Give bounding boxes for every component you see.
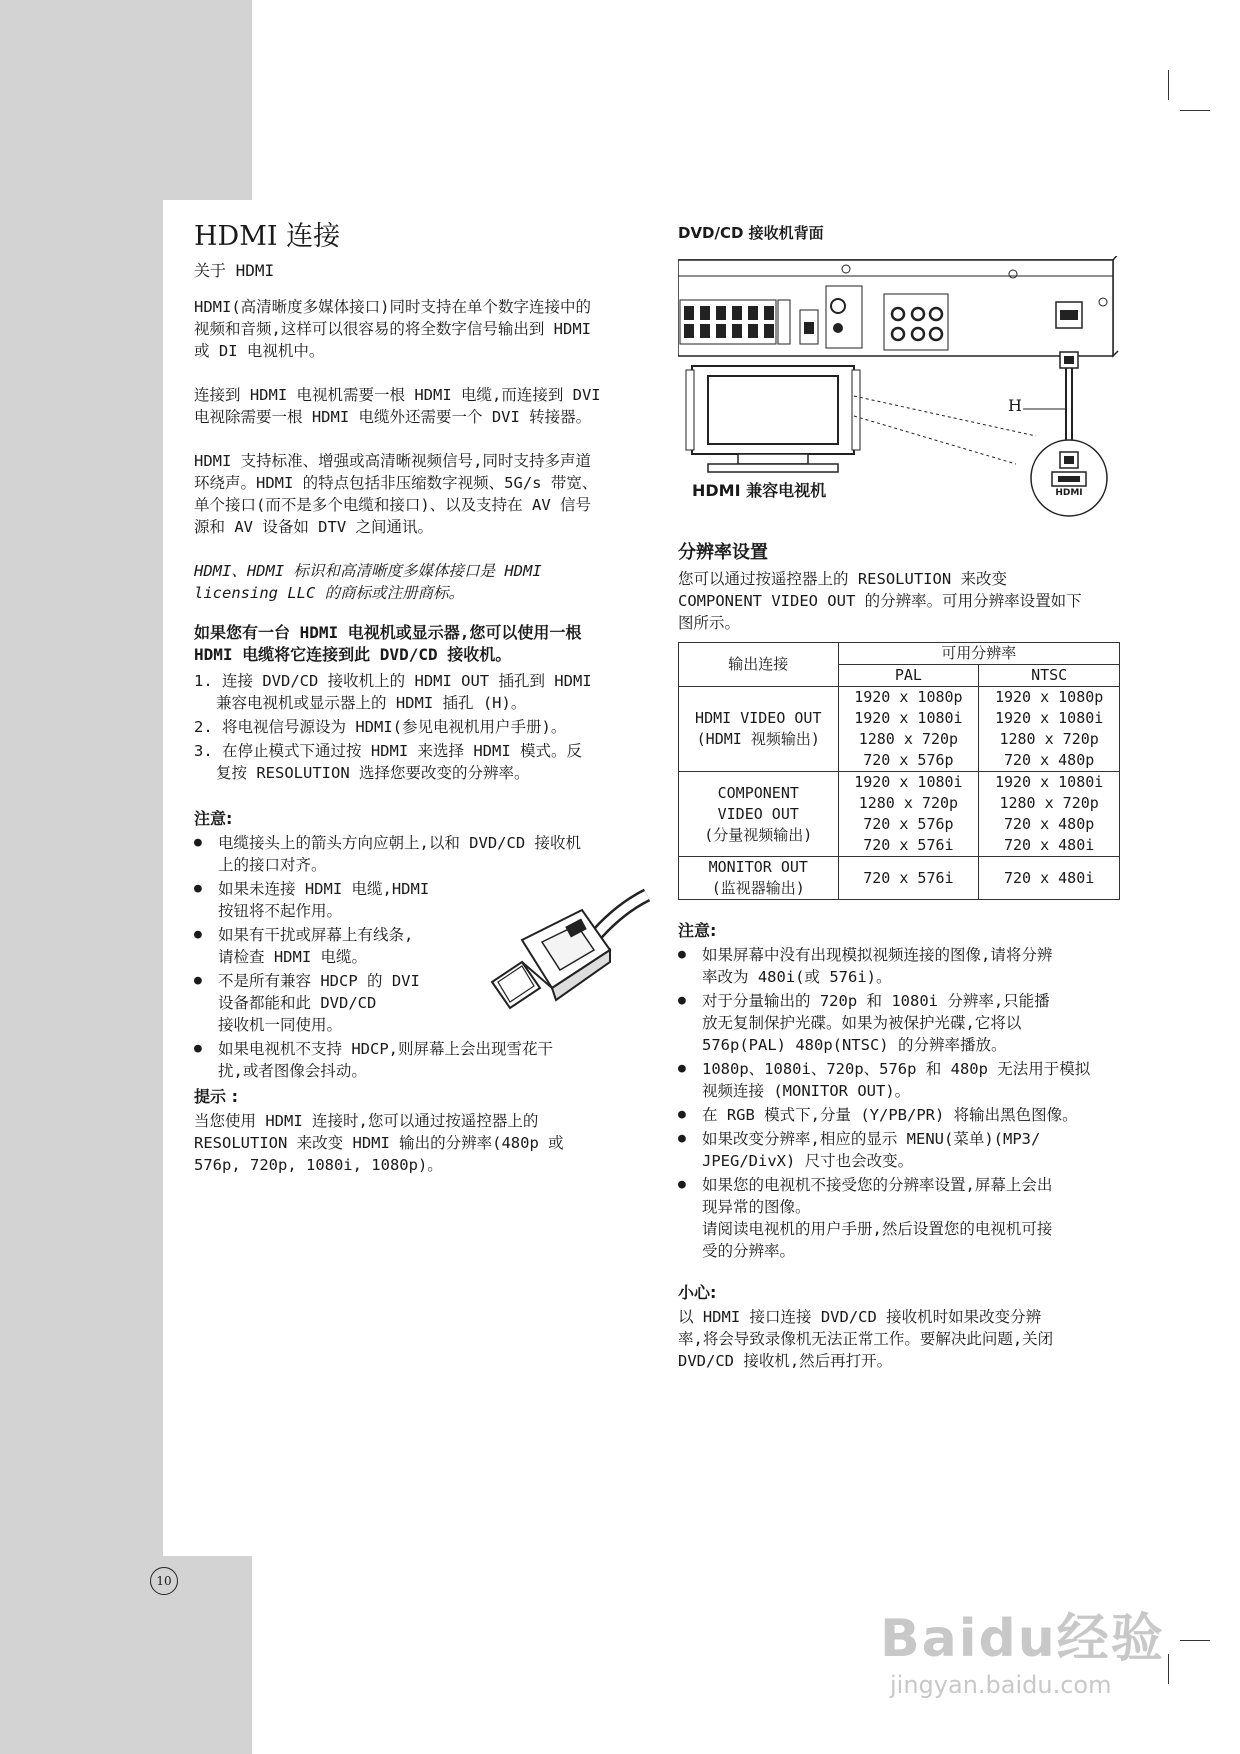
list-item: 3. 在停止模式下通过按 HDMI 来选择 HDMI 模式。反 复按 RESOLUTION 选择您要改变的分辨率。 [194,742,582,782]
watermark [880,1596,1165,1699]
section-subtitle: 关于 HDMI [194,261,275,280]
page-number: 10 [150,1567,178,1595]
caution-title: 小心: [678,1283,717,1302]
table-cell: 1920 x 1080i 1280 x 720p 720 x 576p 720 x 576i [838,772,979,857]
table-header: NTSC [979,665,1120,687]
list-item: ● 如果屏幕中没有出现模拟视频连接的图像,请将分辨 率改为 480i(或 576i)。 [678,944,1130,988]
table-cell: 720 x 480i [979,857,1120,900]
list-item: ● 如果未连接 HDMI 电缆,HDMI 按钮将不起作用。 [194,878,654,922]
paragraph: 连接到 HDMI 电视机需要一根 HDMI 电缆,而连接到 DVI 电视除需要一根 HDMI 电缆外还需要一个 DVI 转接器。 [194,386,601,426]
page-margin-gray-bottom [0,1556,252,1754]
table-header: 输出连接 [679,643,839,687]
crop-mark [1180,110,1210,111]
resolution-intro: 您可以通过按遥控器上的 RESOLUTION 来改变 COMPONENT VIDEO OUT 的分辨率。可用分辨率设置如下 图所示。 [678,570,1082,632]
list-item: ● 如果改变分辨率,相应的显示 MENU(菜单)(MP3/ JPEG/DivX) 尺寸也会改变。 [678,1128,1130,1172]
notes-title: 注意: [194,809,233,828]
page-title: HDMI 连接 [194,221,341,252]
table-row [679,687,1120,772]
diagram-title: DVD/CD 接收机背面 [678,224,824,242]
table-cell: HDMI VIDEO OUT (HDMI 视频输出) [679,687,839,772]
connection-diagram [678,256,1130,536]
hdmi-port-label: HDMI [1055,488,1083,498]
page-margin-gray-left [0,0,163,1754]
resolution-section [678,542,1130,1394]
table-cell: MONITOR OUT (监视器输出) [679,857,839,900]
crop-mark [1180,1640,1210,1641]
tv-label: HDMI 兼容电视机 [692,481,827,500]
right-column [678,222,1130,244]
list-item: 2. 将电视信号源设为 HDMI(参见电视机用户手册)。 [194,718,567,736]
list-item: ● 如果电视机不支持 HDCP,则屏幕上会出现雪花干 扰,或者图像会抖动。 [194,1038,654,1082]
table-cell: 1920 x 1080p 1920 x 1080i 1280 x 720p 720 x 480p [979,687,1120,772]
table-cell: 720 x 576i [838,857,979,900]
watermark-url: jingyan.baidu.com [890,1671,1112,1699]
list-item: ● 如果有干扰或屏幕上有线条, 请检查 HDMI 电缆。 [194,924,654,968]
left-column [194,220,654,1198]
list-item: ● 不是所有兼容 HDCP 的 DVI 设备都能和此 DVD/CD 接收机一同使用。 [194,970,654,1036]
paragraph: HDMI(高清晰度多媒体接口)同时支持在单个数字连接中的 视频和音频,这样可以很容易的将全数字信号输出到 HDMI 或 DI 电视机中。 [194,298,591,360]
notes-list [678,944,1130,1262]
notes-title: 注意: [678,921,717,940]
list-item: ● 电缆接头上的箭头方向应朝上,以和 DVD/CD 接收机 上的接口对齐。 [194,832,654,876]
hdmi-plug-illustration [482,870,654,1030]
tip-text: 当您使用 HDMI 连接时,您可以通过按遥控器上的 RESOLUTION 来改变 HDMI 输出的分辨率(480p 或 576p, 720p, 1080i, 1080p)。 [194,1112,564,1174]
table-cell: 1920 x 1080p 1920 x 1080i 1280 x 720p 720 x 576p [838,687,979,772]
crop-mark [1168,1654,1169,1684]
table-header: 可用分辨率 [838,643,1119,665]
table-row [679,772,1120,857]
table-cell: COMPONENT VIDEO OUT (分量视频输出) [679,772,839,857]
list-item: ● 对于分量输出的 720p 和 1080i 分辨率,只能播 放无复制保护光碟。如果为被保护光碟,它将以 576p(PAL) 480p(NTSC) 的分辨率播放。 [678,990,1130,1056]
steps-list [194,670,654,784]
table-row [679,857,1120,900]
caution-text: 以 HDMI 接口连接 DVD/CD 接收机时如果改变分辨 率,将会导致录像机无法正常工作。要解决此问题,关闭 DVD/CD 接收机,然后再打开。 [678,1308,1054,1370]
list-item: ● 在 RGB 模式下,分量 (Y/PB/PR) 将输出黑色图像。 [678,1104,1130,1126]
resolution-title: 分辨率设置 [678,542,768,563]
trademark-paragraph: HDMI、HDMI 标识和高清晰度多媒体接口是 HDMI licensing LLC 的商标或注册商标。 [194,562,542,602]
tip-title: 提示 : [194,1087,238,1106]
watermark-logo: Baidu经验 [880,1609,1165,1669]
table-header: PAL [838,665,979,687]
list-item: ● 1080p、1080i、720p、576p 和 480p 无法用于模拟 视频连接 (MONITOR OUT)。 [678,1058,1130,1102]
bold-heading: 如果您有一台 HDMI 电视机或显示器,您可以使用一根 HDMI 电缆将它连接到此 DVD/CD 接收机。 [194,623,582,664]
paragraph: HDMI 支持标准、增强或高清晰视频信号,同时支持多声道 环绕声。HDMI 的特点包括非压缩数字视频、5G/s 带宽、 单个接口(而不是多个电缆和接口)、以及支持在 AV 信号 源和 AV 设备如 DTV 之间通讯。 [194,452,598,536]
list-item: 1. 连接 DVD/CD 接收机上的 HDMI OUT 插孔到 HDMI 兼容电视机或显示器上的 HDMI 插孔 (H)。 [194,672,592,712]
label-h: H [1008,396,1022,415]
table-cell: 1920 x 1080i 1280 x 720p 720 x 480p 720 x 480i [979,772,1120,857]
crop-mark [1168,70,1169,100]
resolution-table [678,642,1120,900]
list-item: ● 如果您的电视机不接受您的分辨率设置,屏幕上会出 现异常的图像。 请阅读电视机的用户手册,然后设置您的电视机可接 受的分辨率。 [678,1174,1130,1262]
